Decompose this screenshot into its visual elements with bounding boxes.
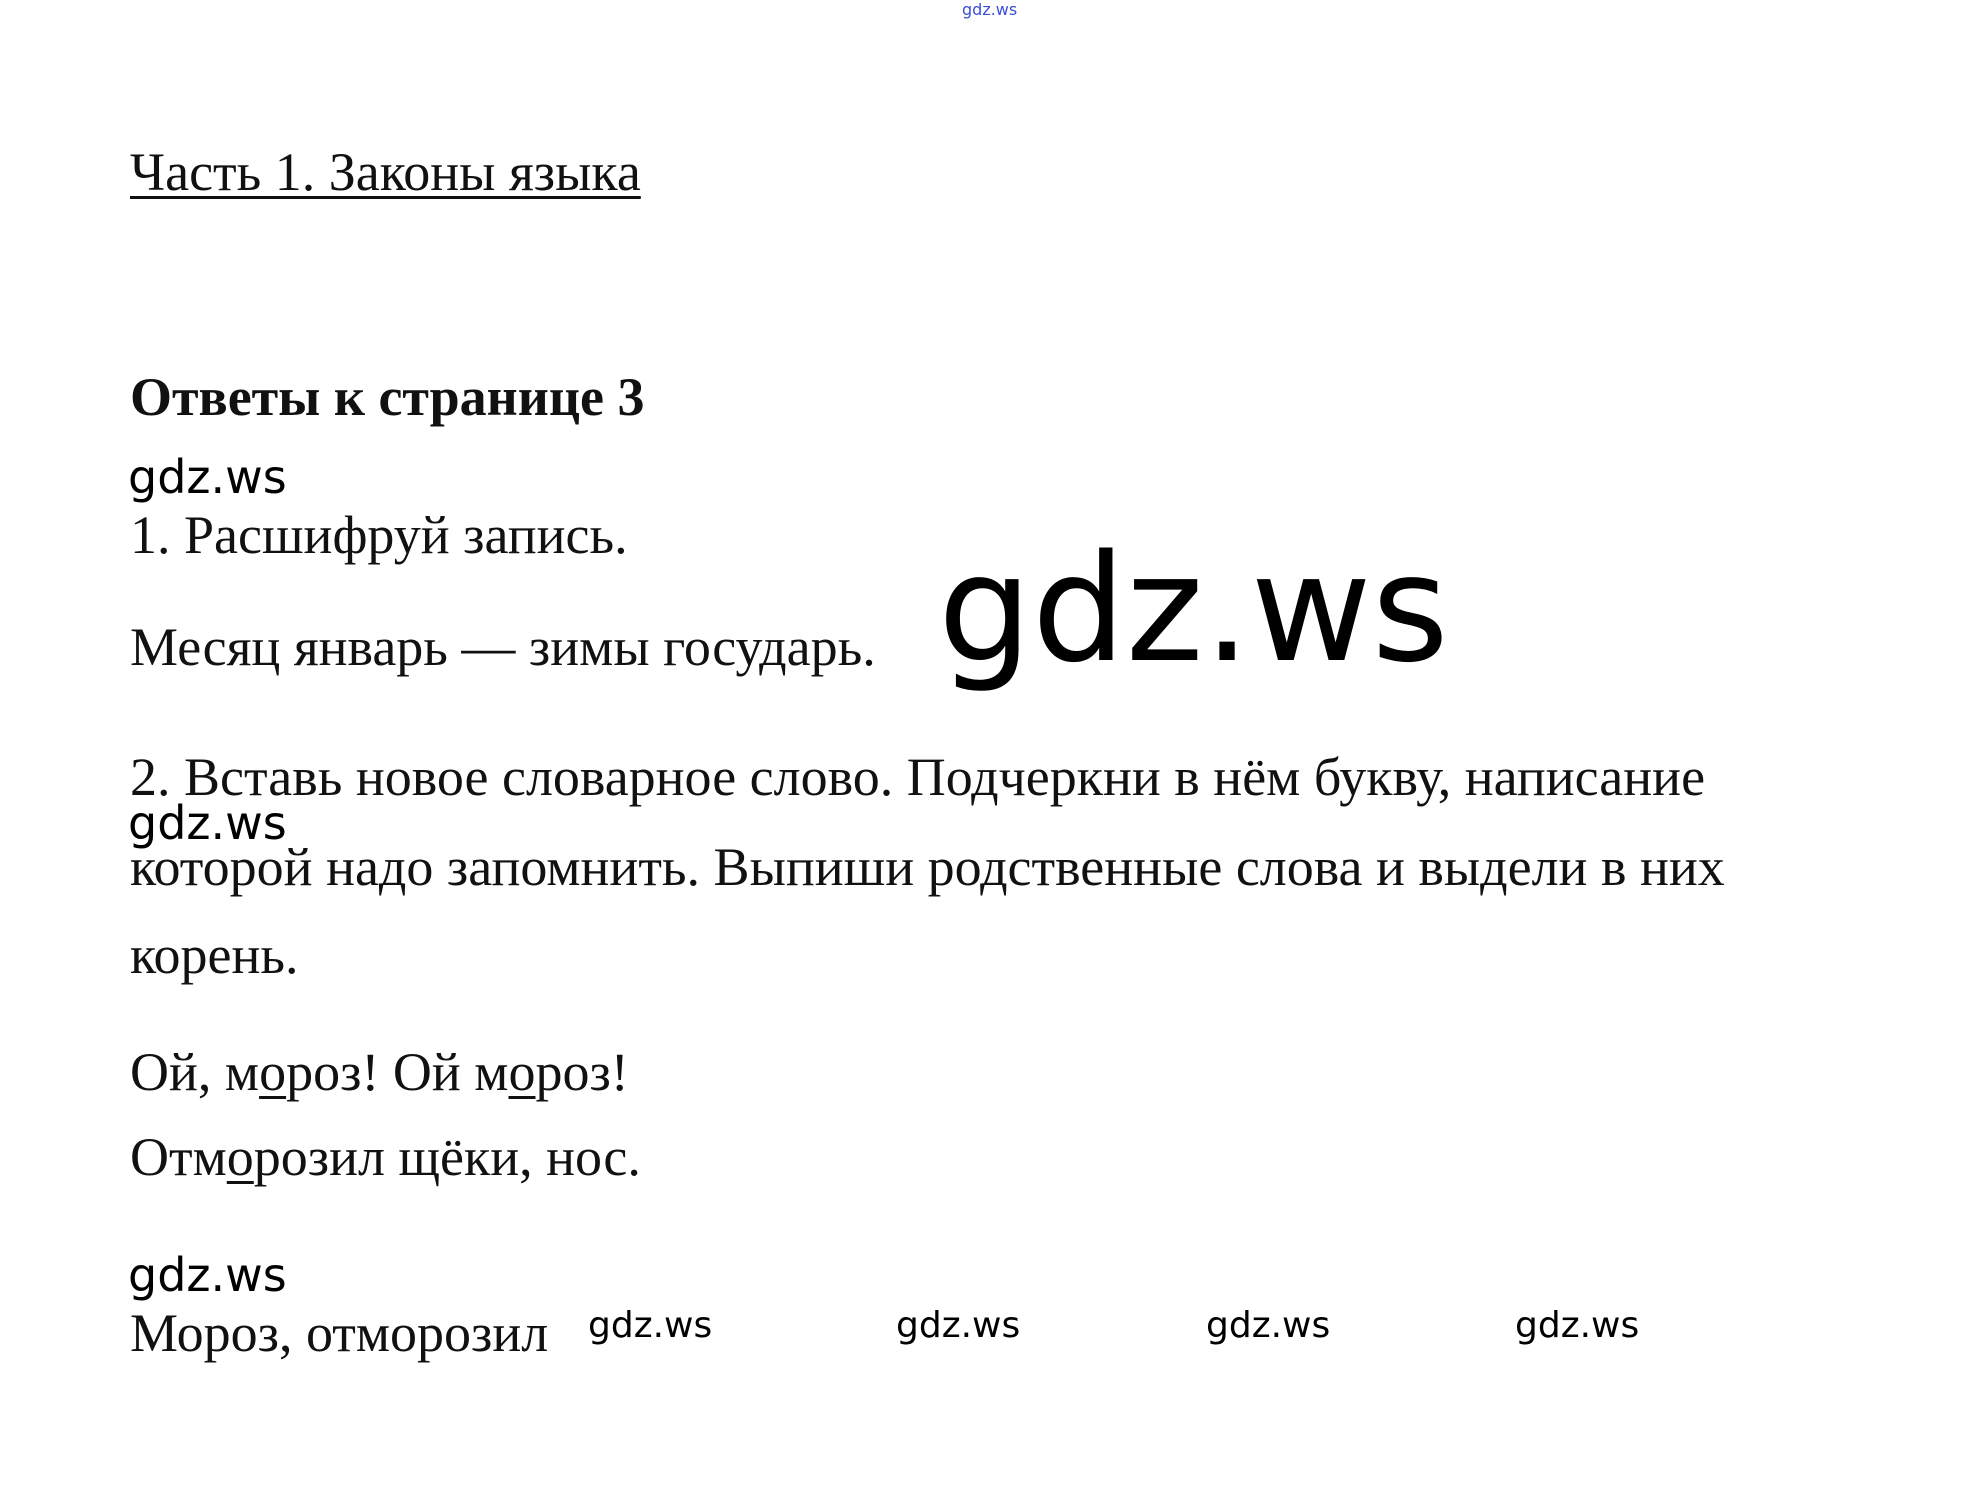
- watermark-big: gdz.ws: [938, 523, 1449, 695]
- underlined-letter: о: [508, 1042, 536, 1102]
- watermark-bottom-4: gdz.ws: [1515, 1305, 1640, 1346]
- verse-line-1: [130, 1042, 629, 1102]
- watermark-bottom-1: gdz.ws: [588, 1305, 713, 1346]
- watermark-bottom-3: gdz.ws: [1206, 1305, 1331, 1346]
- task1-answer: Месяц январь — зимы государь.: [130, 617, 876, 677]
- task2-prompt-line2: которой надо запомнить. Выпиши родственные слова и выдели в них: [130, 837, 1725, 897]
- verse-line-2-part: розил щёки, нос.: [253, 1127, 641, 1187]
- verse-line-1-part: Ой, м: [130, 1042, 260, 1102]
- verse-line-2: [130, 1127, 641, 1187]
- part-title: Часть 1. Законы языка: [130, 142, 641, 202]
- underlined-letter: о: [226, 1127, 254, 1187]
- task1-prompt: 1. Расшифруй запись.: [130, 505, 628, 565]
- watermark-top: gdz.ws: [962, 0, 1018, 19]
- verse-line-2-part: Отм: [130, 1127, 227, 1187]
- task2-prompt-line3: корень.: [130, 925, 299, 985]
- watermark-3: gdz.ws: [128, 1248, 287, 1302]
- section-title: Ответы к странице 3: [130, 367, 645, 427]
- watermark-1: gdz.ws: [128, 450, 287, 504]
- verse-line-1-part: роз!: [535, 1042, 629, 1102]
- task2-answer: Мороз, отморозил: [130, 1303, 549, 1363]
- verse-line-1-part: роз! Ой м: [286, 1042, 509, 1102]
- underlined-letter: о: [259, 1042, 287, 1102]
- task2-prompt-line1: 2. Вставь новое словарное слово. Подчеркни в нём букву, написание: [130, 747, 1706, 807]
- watermark-2: gdz.ws: [128, 796, 287, 850]
- watermark-bottom-2: gdz.ws: [896, 1305, 1021, 1346]
